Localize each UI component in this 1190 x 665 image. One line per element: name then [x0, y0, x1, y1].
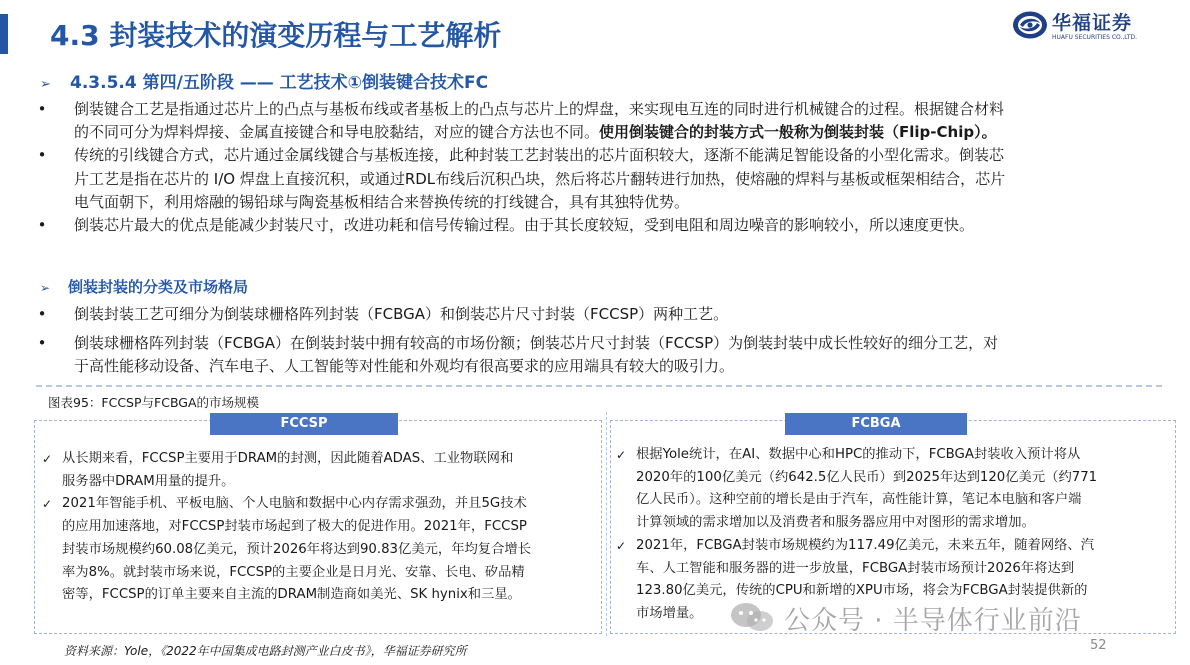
check-line: 从长期来看，FCCSP主要用于DRAM的封测，因此随着ADAS、工业物联网和: [62, 451, 514, 466]
arrow-bullet-icon: ➢: [40, 77, 51, 92]
check-line: 计算领域的需求增加以及消费者和服务器应用中对图形的需求增加。: [636, 515, 1035, 531]
huafu-logo-icon: [1012, 10, 1048, 40]
watermark-text: 公众号 · 半导体行业前沿: [784, 606, 1082, 636]
check-line: 封装市场规模约60.08亿美元，预计2026年将达到90.83亿美元，年均复合增长: [62, 541, 531, 557]
bottom-bullet-list: [36, 303, 1156, 379]
wechat-icon: [726, 600, 778, 634]
check-item: [42, 448, 594, 493]
list-item: [36, 303, 1156, 326]
list-item: [36, 332, 1156, 378]
page-title: 4.3 封装技术的演变历程与工艺解析: [50, 19, 502, 52]
logo-text-en: HUAFU SECURITIES CO.,LTD.: [1052, 34, 1138, 41]
bullet-dot: •: [37, 100, 47, 118]
bullet-line: 倒装键合工艺是指通过芯片上的凸点与基板布线或者基板上的凸点与芯片上的焊盘，来实现电互连的同时进行机械键合的过程。根据键合材料: [74, 100, 1005, 118]
fcbga-tag: FCBGA: [785, 413, 967, 435]
check-line: 服务器中DRAM用量的提升。: [62, 473, 235, 489]
fccsp-tag: FCCSP: [210, 413, 398, 435]
bullet-dot: •: [37, 305, 47, 323]
bullet-dot: •: [37, 146, 47, 165]
section-heading: [40, 68, 488, 93]
check-line: 根据Yole统计，在AI、数据中心和HPC的推动下，FCBGA封装收入预计将从: [636, 447, 1081, 462]
company-logo: [1012, 8, 1182, 46]
bullet-line: 倒装封装工艺可细分为倒装球栅格阵列封装（FCBGA）和倒装芯片尺寸封装（FCCSP）两种工艺。: [74, 305, 729, 323]
check-line: 亿人民币）。这种空前的增长是由于汽车，高性能计算，笔记本电脑和客户端: [636, 492, 1082, 508]
bullet-emphasis: 使用倒装键合的封装方式一般称为倒装封装（Flip-Chip）。: [599, 123, 997, 142]
panel-divider: [606, 412, 607, 636]
wechat-watermark: [718, 596, 1138, 638]
list-item: [36, 144, 1156, 214]
source-note: 资料来源：Yole，《2022年中国集成电路封测产业白皮书》，华福证券研究所: [64, 644, 467, 658]
title-bar: [0, 12, 1000, 58]
bullet-line: [74, 121, 1156, 144]
check-item: [616, 444, 1164, 535]
arrow-bullet-icon: ➢: [40, 281, 51, 295]
bullet-line: 倒装球栅格阵列封装（FCBGA）在倒装封装中拥有较高的市场份额；倒装芯片尺寸封装（FCCSP）为倒装封装中成长性较好的细分工艺，对: [74, 334, 999, 353]
check-line: 的应用加速落地，对FCCSP封装市场起到了极大的促进作用。2021年，FCCSP: [62, 519, 527, 535]
check-icon: ✓: [42, 452, 53, 466]
list-item: [36, 98, 1156, 144]
check-icon: ✓: [616, 538, 627, 553]
check-icon: ✓: [616, 448, 627, 462]
check-line: 2020年的100亿美元（约642.5亿人民币）到2025年达到120亿美元（约771: [636, 469, 1098, 485]
bullet-text: 的不同可分为焊料焊接、金属直接键合和导电胶黏结，对应的键合方法也不同。: [74, 123, 600, 142]
title-accent-bar: [0, 14, 8, 54]
subsection-heading: [40, 276, 248, 297]
subsection-heading-text: 倒装封装的分类及市场格局: [68, 278, 249, 296]
check-line: 车、人工智能和服务器的进一步放量，FCBGA封装市场预计2026年将达到: [636, 560, 1075, 576]
check-line: 市场增量。: [636, 605, 703, 621]
check-line: 123.80亿美元，传统的CPU和新增的XPU市场，将会为FCBGA封装提供新的: [636, 583, 1088, 599]
logo-text-cn: 华福证券: [1052, 12, 1133, 34]
check-icon: ✓: [42, 497, 53, 512]
bullet-dot: •: [37, 216, 47, 235]
check-line: 2021年智能手机、平板电脑、个人电脑和数据中心内存需求强劲，并且5G技术: [62, 496, 527, 512]
page-number: 52: [1090, 638, 1107, 653]
list-item: [36, 214, 1156, 237]
bullet-line: 倒装芯片最大的优点是能减少封装尺寸，改进功耗和信号传输过程。由于其长度较短，受到电阻和周边噪音的影响较小，所以速度更快。: [74, 216, 975, 235]
bullet-line: 片工艺是指在芯片的 I/O 焊盘上直接沉积，或通过RDL布线后沉积凸块，然后将芯片翻转进行加热，使熔融的焊料与基板或框架相结合，芯片: [74, 169, 1006, 188]
section-heading-text: 4.3.5.4 第四/五阶段 —— 工艺技术①倒装键合技术FC: [70, 73, 489, 93]
bullet-dot: •: [37, 334, 47, 353]
check-line: 2021年，FCBGA封装市场规模约为117.49亿美元，未来五年，随着网络、汽: [636, 537, 1095, 553]
dashed-divider: [36, 385, 1162, 387]
bullet-line: 电气面朝下，利用熔融的锡铅球与陶瓷基板相结合来替换传统的打线键合，具有其独特优势。: [74, 192, 690, 211]
check-item: [42, 493, 594, 607]
top-bullet-list: [36, 98, 1156, 237]
check-line: 密等，FCCSP的订单主要来自主流的DRAM制造商如美光、SK hynix和三星。: [62, 587, 521, 603]
check-line: 率为8%。就封装市场来说，FCCSP的主要企业是日月光、安靠、长电、矽品精: [62, 564, 525, 580]
fccsp-check-list: [42, 448, 594, 607]
figure-caption: 图表95：FCCSP与FCBGA的市场规模: [48, 395, 260, 410]
bullet-line: 传统的引线键合方式，芯片通过金属线键合与基板连接，此种封装工艺封装出的芯片面积较大，逐渐不能满足智能设备的小型化需求。倒装芯: [74, 146, 1005, 165]
bullet-line: 于高性能移动设备、汽车电子、人工智能等对性能和外观均有很高要求的应用端具有较大的吸引力。: [74, 357, 735, 376]
